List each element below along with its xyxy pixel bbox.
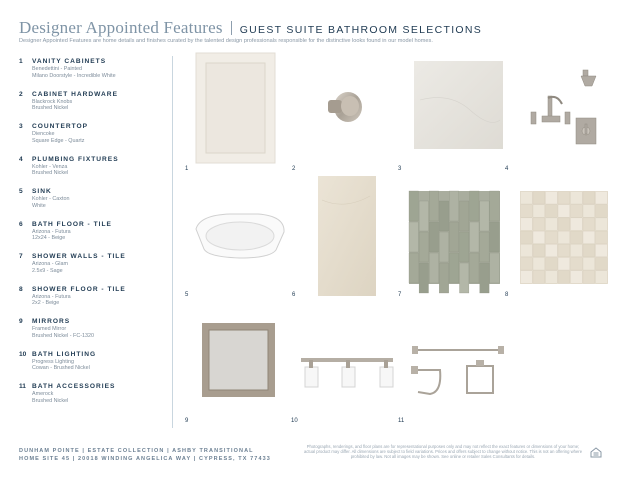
mosaic-tile: [558, 231, 570, 244]
mosaic-tile: [546, 218, 558, 231]
vanity-cabinet-door-image: [196, 53, 275, 163]
item-detail: 12x24 - Beige: [32, 235, 66, 242]
shower-floor-tile-image: [520, 191, 608, 284]
bath-floor-tile-image: [318, 176, 376, 296]
item-detail: Kohler - Caxton: [32, 196, 70, 202]
mosaic-tile: [571, 218, 583, 231]
item-detail: Arizona - Futura: [32, 228, 71, 235]
sage-tile: [419, 263, 428, 293]
item-detail: 2x2 - Beige: [32, 300, 60, 307]
sage-tile: [460, 263, 469, 293]
footer-disclaimer: Photographs, renderings, and floor plans are for representational purposes only and may not reflect the exact features or dimensions of your home; actual product may differ. All dimensions are subject to field variations. Prices and offers subject to change without notice. This is not an offering where prohibited by law. Not all images may be shown. See online or retailer Sales Consultants for details.: [303, 444, 583, 460]
page-subtitle: GUEST SUITE BATHROOM SELECTIONS: [239, 24, 483, 36]
item-detail: White: [32, 202, 46, 209]
item-detail: Kohler - Venza: [32, 163, 68, 170]
mosaic-tile: [596, 258, 608, 271]
mosaic-tile: [546, 271, 558, 284]
image-label-1: 1: [185, 166, 189, 172]
image-label-10: 10: [291, 418, 298, 424]
sage-tile: [460, 201, 469, 231]
item-number: 2: [19, 90, 23, 98]
image-label-8: 8: [505, 292, 509, 298]
mosaic-tile: [546, 244, 558, 256]
sage-tile: [480, 263, 489, 293]
sage-tile: [439, 263, 448, 293]
mosaic-tile: [596, 205, 608, 218]
item-detail: Brushed Nickel: [32, 170, 69, 177]
item-name: VANITY CABINETS: [32, 58, 107, 65]
mosaic-tile: [583, 231, 595, 244]
item-name: BATH FLOOR - TILE: [32, 220, 112, 228]
sage-tile: [449, 191, 458, 221]
sage-tile: [470, 253, 479, 283]
mosaic-tile: [583, 192, 595, 205]
mosaic-tile: [546, 205, 558, 218]
item-detail: Framed Mirror: [32, 326, 67, 332]
item-number: 4: [19, 155, 23, 163]
mosaic-tile: [596, 218, 608, 231]
sage-tile: [439, 201, 448, 231]
item-detail: 2.5x9 - Sage: [32, 267, 63, 274]
mosaic-tile: [533, 258, 545, 271]
quartz-countertop-image: [414, 61, 503, 149]
image-label-11: 11: [398, 418, 405, 424]
sage-tile: [449, 253, 458, 283]
item-detail: Benedettini - Painted: [32, 66, 83, 72]
sage-tile: [490, 191, 499, 221]
item-detail: Square Edge - Quartz: [32, 137, 85, 144]
framed-mirror-image: [202, 323, 275, 397]
item-name: SINK: [32, 188, 52, 195]
sage-tile: [409, 191, 418, 221]
mosaic-tile: [533, 231, 545, 244]
item-detail: Arizona - Futura: [32, 293, 71, 300]
mosaic-tile: [533, 244, 545, 256]
mosaic-tile: [521, 244, 533, 256]
mosaic-tile: [571, 231, 583, 244]
sage-tile: [490, 253, 499, 283]
plumbing-fixtures-image: [531, 70, 596, 144]
mosaic-tile: [533, 271, 545, 284]
item-detail: Progress Lighting: [32, 358, 74, 365]
item-detail: Brushed Nickel: [32, 397, 69, 404]
sage-tile: [429, 222, 438, 252]
footer-line-2: HOME SITE 45 | 20018 WINDING ANGELICA WAY | CYPRESS, TX 77433: [19, 456, 271, 462]
item-detail: Amerock: [32, 391, 54, 397]
mosaic-tile: [583, 271, 595, 284]
mosaic-tile: [546, 192, 558, 205]
item-name: SHOWER FLOOR - TILE: [32, 285, 126, 293]
mosaic-tile: [558, 192, 570, 205]
mosaic-tile: [546, 258, 558, 271]
mosaic-tile: [521, 218, 533, 231]
item-name: PLUMBING FIXTURES: [32, 155, 119, 163]
mosaic-tile: [571, 205, 583, 218]
item-number: 6: [19, 220, 23, 228]
mosaic-tile: [596, 244, 608, 256]
sage-tile: [429, 191, 438, 221]
mosaic-tile: [596, 192, 608, 205]
mosaic-tile: [521, 205, 533, 218]
item-number: 9: [19, 318, 23, 325]
image-label-7: 7: [398, 292, 402, 298]
mosaic-tile: [583, 258, 595, 271]
footer-line-1: DUNHAM POINTE | ESTATE COLLECTION | ASHBY TRANSITIONAL: [19, 448, 254, 454]
mosaic-tile: [558, 258, 570, 271]
intro-text: Designer Appointed Features are home details and finishes curated by the talented design professionals responsible for the distinctive looks found in our model homes.: [19, 38, 433, 44]
image-label-6: 6: [292, 292, 296, 298]
mosaic-tile: [583, 244, 595, 256]
item-detail: Arizona - Glam: [32, 261, 68, 267]
item-number: 11: [19, 383, 26, 390]
item-number: 5: [19, 188, 23, 195]
image-label-3: 3: [398, 166, 402, 172]
item-detail: Diencoke: [32, 131, 55, 137]
item-detail: Blackrock Knobs: [32, 98, 73, 105]
bath-accessories-image: [411, 346, 504, 394]
bath-light-fixture-image: [301, 358, 393, 387]
item-detail: Cowan - Brushed Nickel: [32, 365, 90, 372]
sage-tile: [460, 232, 469, 262]
sage-tile: [490, 222, 499, 252]
item-number: 7: [19, 253, 23, 260]
mosaic-tile: [583, 218, 595, 231]
sage-tile: [470, 191, 479, 221]
mosaic-tile: [571, 271, 583, 284]
mosaic-tile: [521, 258, 533, 271]
sage-tile: [480, 201, 489, 231]
image-label-5: 5: [185, 292, 189, 298]
sage-tile: [480, 232, 489, 262]
sage-tile: [429, 253, 438, 283]
item-number: 3: [19, 123, 23, 130]
sage-tile: [449, 222, 458, 252]
mosaic-tile: [533, 192, 545, 205]
item-detail: Brushed Nickel: [32, 105, 69, 112]
mosaic-tile: [583, 205, 595, 218]
mosaic-tile: [558, 218, 570, 231]
item-name: CABINET HARDWARE: [32, 90, 118, 98]
mosaic-tile: [558, 271, 570, 284]
item-number: 10: [19, 350, 27, 358]
equal-housing-icon: [590, 446, 602, 460]
item-name: SHOWER WALLS - TILE: [32, 253, 126, 260]
sage-tile: [439, 232, 448, 262]
image-label-4: 4: [505, 166, 509, 172]
sage-tile: [409, 253, 418, 283]
image-label-9: 9: [185, 418, 189, 424]
sage-tile: [419, 232, 428, 262]
mosaic-tile: [521, 231, 533, 244]
item-detail: Brushed Nickel - FC-1320: [32, 332, 95, 339]
page-title: Designer Appointed Features: [19, 18, 223, 37]
shower-wall-tile-image: [409, 191, 500, 293]
mosaic-tile: [546, 231, 558, 244]
sink-image: [196, 214, 284, 258]
item-name: BATH LIGHTING: [32, 350, 97, 358]
sage-tile: [419, 201, 428, 231]
mosaic-tile: [521, 192, 533, 205]
mosaic-tile: [533, 218, 545, 231]
image-label-2: 2: [292, 166, 296, 172]
item-number: 8: [19, 285, 23, 293]
item-detail: Milano Doorstyle - Incredible White: [32, 72, 116, 79]
mosaic-tile: [596, 231, 608, 244]
item-number: 1: [19, 58, 23, 65]
mosaic-tile: [571, 258, 583, 271]
cabinet-knob-image: [328, 92, 362, 122]
item-name: COUNTERTOP: [32, 123, 89, 130]
item-name: BATH ACCESSORIES: [32, 383, 116, 390]
sage-tile: [470, 222, 479, 252]
item-name: MIRRORS: [32, 318, 71, 325]
mosaic-tile: [596, 271, 608, 284]
mosaic-tile: [571, 244, 583, 256]
mosaic-tile: [521, 271, 533, 284]
mosaic-tile: [558, 205, 570, 218]
footer-address: [19, 447, 271, 463]
sage-tile: [409, 222, 418, 252]
mosaic-tile: [571, 192, 583, 205]
mosaic-tile: [533, 205, 545, 218]
mosaic-tile: [558, 244, 570, 256]
